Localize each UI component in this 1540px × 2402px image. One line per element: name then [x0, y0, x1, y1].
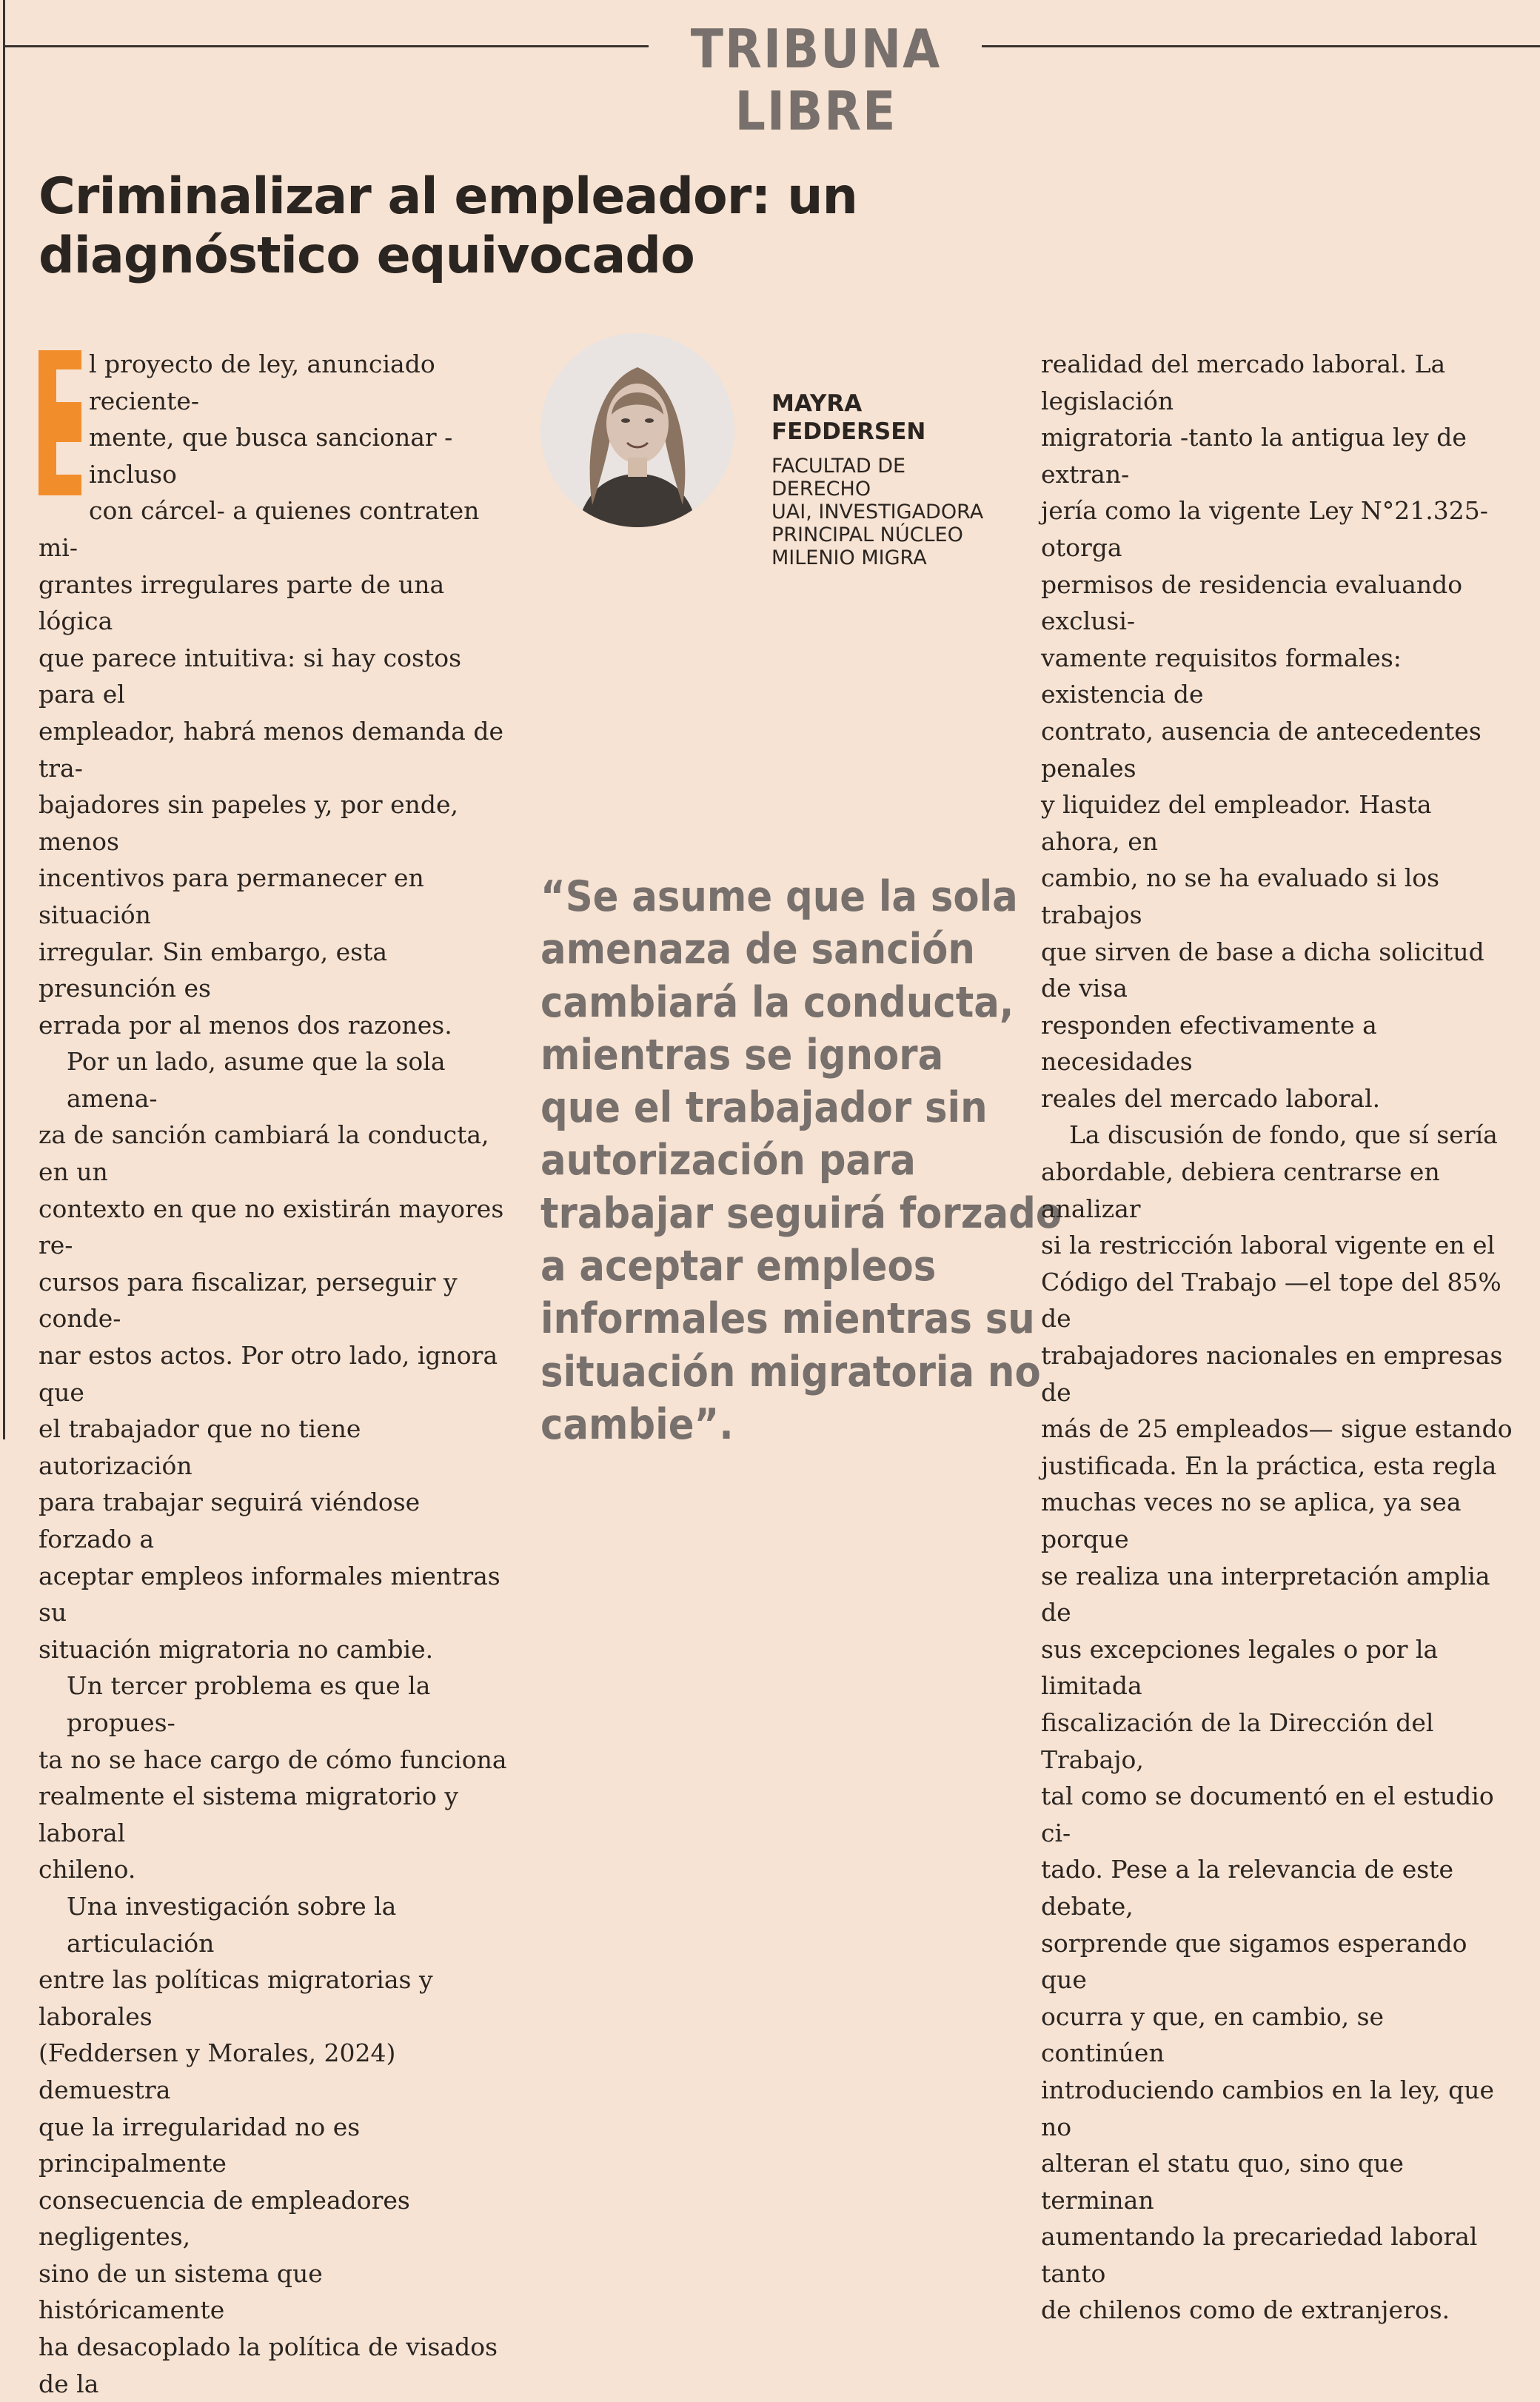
text-line: se realiza una interpretación amplia de — [1041, 1561, 1490, 1627]
text-line: (Feddersen y Morales, 2024) demuestra — [38, 2038, 396, 2104]
pull-quote-line: “Se asume que la sola — [540, 872, 1018, 921]
text-line: La discusión de fondo, que sí sería — [1069, 1120, 1498, 1150]
text-line: realmente el sistema migratorio y laboral — [38, 1782, 459, 1847]
paragraph — [38, 1667, 512, 1888]
pull-quote-line: cambiará la conducta, — [540, 977, 1014, 1027]
affiliation-line: FACULTAD DE DERECHO — [771, 455, 906, 501]
author-name-line: MAYRA — [771, 390, 863, 417]
text-line: justificada. En la práctica, esta regla — [1041, 1451, 1497, 1480]
text-line: cambio, no se ha evaluado si los trabajos — [1041, 863, 1440, 929]
text-line: empleador, habrá menos demanda de tra- — [38, 716, 503, 783]
pull-quote-line: amenaza de sanción — [540, 925, 975, 974]
pull-quote — [540, 871, 1062, 1451]
section-label: TRIBUNA LIBRE — [690, 18, 942, 142]
affiliation-line: MILENIO MIGRA — [771, 546, 927, 569]
text-line: alteran el statu quo, sino que terminan — [1041, 2149, 1404, 2215]
text-line: Una investigación sobre la articulación — [67, 1891, 397, 1958]
author-name-line: FEDDERSEN — [771, 418, 926, 445]
text-line: realidad del mercado laboral. La legislación — [1041, 349, 1446, 415]
text-line: Código del Trabajo —el tope del 85% de — [1041, 1267, 1502, 1334]
text-line: responden efectivamente a necesidades — [1041, 1010, 1377, 1077]
text-line: de chilenos como de extranjeros. — [1041, 2295, 1450, 2325]
text-line: aumentando la precariedad laboral tanto — [1041, 2222, 1478, 2288]
text-line: migratoria -tanto la antigua ley de extran- — [1041, 423, 1467, 489]
paragraph — [38, 1888, 512, 2402]
text-line: trabajadores nacionales en empresas de — [1041, 1341, 1503, 1407]
text-line: errada por al menos dos razones. — [38, 1010, 452, 1040]
text-line: contexto en que no existirán mayores re- — [38, 1194, 504, 1260]
text-line: para trabajar seguirá viéndose forzado a — [38, 1488, 421, 1553]
text-line: sino de un sistema que históricamente — [38, 2258, 323, 2325]
pull-quote-line: que el trabajador sin — [540, 1083, 988, 1133]
dropcap-letter — [38, 350, 81, 495]
headline-line: diagnóstico equivocado — [38, 227, 694, 285]
author-portrait-image — [540, 333, 734, 527]
text-line: que parece intuitiva: si hay costos para el — [38, 643, 462, 709]
text-line: aceptar empleos informales mientras su — [38, 1561, 500, 1627]
left-column-rule — [3, 0, 5, 1439]
text-line: vamente requisitos formales: existencia de — [1041, 643, 1402, 709]
pull-quote-line: autorización para — [540, 1136, 916, 1185]
text-line: Un tercer problema es que la propues- — [67, 1671, 431, 1737]
text-line: cursos para fiscalizar, perseguir y conde- — [38, 1267, 458, 1334]
text-line: l proyecto de ley, anunciado reciente- — [89, 349, 435, 415]
text-line: jería como la vigente Ley N°21.325- otorga — [1041, 496, 1488, 562]
pull-quote-line: informales mientras su — [540, 1294, 1035, 1344]
text-line: nar estos actos. Por otro lado, ignora que — [38, 1341, 498, 1407]
header-rule-left — [3, 45, 649, 47]
text-line: abordable, debiera centrarse en analizar — [1041, 1157, 1440, 1223]
text-line: tado. Pese a la relevancia de este debate, — [1041, 1855, 1453, 1921]
pull-quote-line: a aceptar empleos — [540, 1242, 937, 1291]
author-name — [771, 389, 994, 446]
article-column-1 — [38, 346, 512, 2402]
text-line: entre las políticas migratorias y laborales — [38, 1965, 433, 2031]
text-line: más de 25 empleados— sigue estando — [1041, 1414, 1513, 1444]
text-line: si la restricción laboral vigente en el — [1041, 1231, 1496, 1260]
headline — [38, 167, 1075, 286]
text-line: muchas veces no se aplica, ya sea porque — [1041, 1488, 1462, 1553]
text-line: contrato, ausencia de antecedentes penales — [1041, 716, 1482, 783]
text-line: ha desacoplado la política de visados de la — [38, 2332, 498, 2398]
text-line: el trabajador que no tiene autorización — [38, 1414, 361, 1480]
paragraph — [1041, 1117, 1515, 2329]
text-line: ta no se hace cargo de cómo funciona — [38, 1744, 507, 1774]
header-rule-right — [982, 45, 1540, 47]
paragraph — [38, 1043, 512, 1667]
text-line: irregular. Sin embargo, esta presunción es — [38, 937, 388, 1003]
headline-line: Criminalizar al empleador: un — [38, 167, 857, 226]
text-line: bajadores sin papeles y, por ende, menos — [38, 790, 459, 856]
text-line: permisos de residencia evaluando exclusi- — [1041, 569, 1463, 636]
paragraph — [1041, 346, 1515, 1117]
text-line: chileno. — [38, 1855, 136, 1884]
text-line: y liquidez del empleador. Hasta ahora, en — [1041, 790, 1432, 856]
text-line: consecuencia de empleadores negligentes, — [38, 2185, 410, 2252]
text-line: introduciendo cambios en la ley, que no — [1041, 2075, 1495, 2141]
text-line: tal como se documentó en el estudio ci- — [1041, 1782, 1494, 1847]
pull-quote-line: mientras se ignora — [540, 1030, 944, 1080]
text-line: que sirven de base a dicha solicitud de visa — [1041, 937, 1484, 1003]
article-column-3 — [1041, 346, 1515, 2329]
text-line: Por un lado, asume que la sola amena- — [67, 1047, 446, 1113]
text-line: incentivos para permanecer en situación — [38, 863, 424, 929]
text-line: grantes irregulares parte de una lógica — [38, 569, 445, 636]
affiliation-line: UAI, INVESTIGADORA — [771, 501, 984, 523]
paragraph — [38, 346, 512, 1043]
text-line: reales del mercado laboral. — [1041, 1083, 1381, 1113]
text-line: que la irregularidad no es principalmente — [38, 2112, 361, 2178]
author-affiliation — [771, 455, 1008, 569]
affiliation-line: PRINCIPAL NÚCLEO — [771, 523, 963, 546]
author-photo — [540, 333, 734, 527]
text-line: situación migratoria no cambie. — [38, 1634, 434, 1664]
text-line: ocurra y que, en cambio, se continúen — [1041, 2001, 1385, 2068]
text-line: con cárcel- a quienes contraten mi- — [38, 496, 480, 562]
text-line: sus excepciones legales o por la limitada — [1041, 1634, 1439, 1701]
text-line: za de sanción cambiará la conducta, en un — [38, 1120, 489, 1187]
text-line: mente, que busca sancionar -incluso — [89, 423, 453, 489]
text-line: sorprende que sigamos esperando que — [1041, 1928, 1467, 1995]
pull-quote-line: situación migratoria no — [540, 1347, 1041, 1396]
text-line: fiscalización de la Dirección del Trabajo, — [1041, 1707, 1434, 1774]
pull-quote-line: trabajar seguirá forzado — [540, 1188, 1062, 1238]
pull-quote-line: cambie”. — [540, 1399, 734, 1449]
